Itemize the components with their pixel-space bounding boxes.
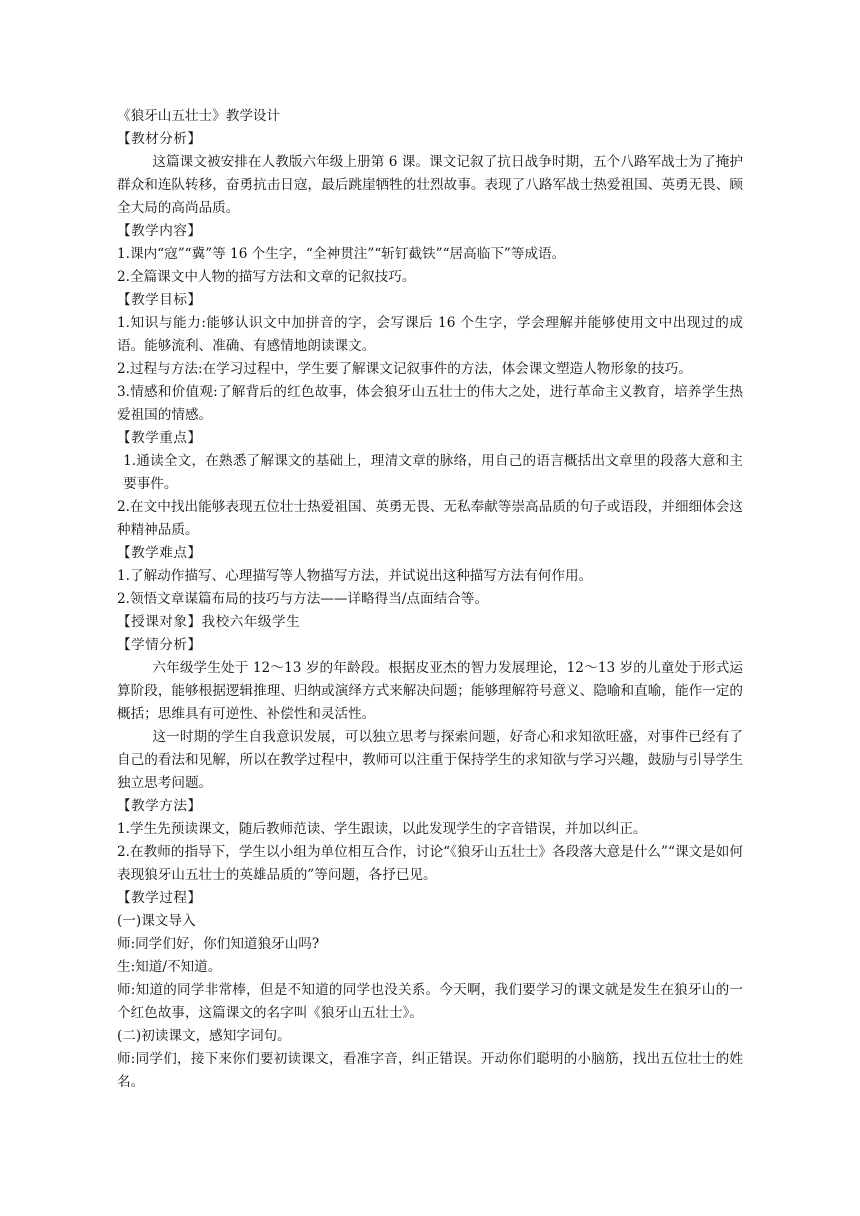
goal-item-3: 3.情感和价值观:了解背后的红色故事，体会狼牙山五壮士的伟大之处，进行革命主义教育，培养学生热爱祖国的情感。 (117, 384, 743, 423)
document-page (117, 105, 743, 1094)
process-line-3: 生:知道/不知道。 (117, 959, 222, 975)
heading-target-students: 【授课对象】我校六年级学生 (117, 614, 301, 630)
heading-teaching-process: 【教学过程】 (117, 890, 202, 906)
learner-paragraph-2: 这一时期的学生自我意识发展，可以独立思考与探索问题，好奇心和求知欲旺盛，对事件已经有了自己的看法和见解，所以在教学过程中，教师可以注重于保持学生的求知欲与学习兴趣，鼓励与引导学生独立思考问题。 (117, 729, 743, 791)
goal-item-2: 2.过程与方法:在学习过程中，学生要了解课文记叙事件的方法，体会课文塑造人物形象的技巧。 (117, 361, 692, 377)
heading-key-points: 【教学重点】 (117, 430, 202, 446)
heading-learner-analysis: 【学情分析】 (117, 637, 202, 653)
content-item-1: 1.课内“寇”“冀”等 16 个生字，“全神贯注”“斩钉截铁”“居高临下”等成语。 (117, 246, 566, 262)
content-item-2: 2.全篇课文中人物的描写方法和文章的记叙技巧。 (117, 269, 416, 285)
difficulty-item-2: 2.领悟文章谋篇布局的技巧与方法——详略得当/点面结合等。 (117, 591, 488, 607)
process-line-4: 师:知道的同学非常棒，但是不知道的同学也没关系。今天啊，我们要学习的课文就是发生在狼牙山的一个红色故事，这篇课文的名字叫《狼牙山五壮士》。 (117, 982, 743, 1021)
heading-teaching-goals: 【教学目标】 (117, 292, 202, 308)
method-item-1: 1.学生先预读课文，随后教师范读、学生跟读，以此发现学生的字音错误，并加以纠正。 (117, 821, 647, 837)
document-title: 《狼牙山五壮士》教学设计 (117, 108, 281, 124)
method-item-2: 2.在教师的指导下，学生以小组为单位相互合作，讨论“《狼牙山五壮士》各段落大意是什么”“课文是如何表现狼牙山五壮士的英雄品质的”等问题，各抒已见。 (117, 844, 743, 883)
heading-difficulties: 【教学难点】 (117, 545, 202, 561)
heading-teaching-content: 【教学内容】 (117, 223, 202, 239)
process-line-1: (一)课文导入 (117, 913, 196, 929)
heading-teaching-methods: 【教学方法】 (117, 798, 202, 814)
process-line-5: (二)初读课文，感知字词句。 (117, 1028, 291, 1044)
difficulty-item-1: 1.了解动作描写、心理描写等人物描写方法，并试说出这种描写方法有何作用。 (117, 568, 593, 584)
learner-paragraph-1: 六年级学生处于 12～13 岁的年龄段。根据皮亚杰的智力发展理论，12～13 岁的儿童处于形式运算阶段，能够根据逻辑推理、归纳或演绎方式来解决问题；能够理解符号意义、隐喻和直喻，能作一定的概括；思维具有可逆性、补偿性和灵活性。 (117, 660, 743, 722)
process-line-6: 师:同学们，接下来你们要初读课文，看准字音，纠正错误。开动你们聪明的小脑筋，找出五位壮士的姓名。 (117, 1051, 743, 1090)
goal-item-1: 1.知识与能力:能够认识文中加拼音的字，会写课后 16 个生字，学会理解并能够使用文中出现过的成语。能够流利、准确、有感情地朗读课文。 (117, 315, 743, 354)
key-item-1: 1.通读全文，在熟悉了解课文的基础上，理清文章的脉络，用自己的语言概括出文章里的段落大意和主要事件。 (123, 453, 743, 492)
key-item-2: 2.在文中找出能够表现五位壮士热爱祖国、英勇无畏、无私奉献等崇高品质的句子或语段，并细细体会这种精神品质。 (117, 499, 743, 538)
process-line-2: 师:同学们好，你们知道狼牙山吗? (117, 936, 320, 952)
heading-material-analysis: 【教材分析】 (117, 131, 202, 147)
material-paragraph: 这篇课文被安排在人教版六年级上册第 6 课。课文记叙了抗日战争时期，五个八路军战士为了掩护群众和连队转移，奋勇抗击日寇，最后跳崖牺牲的壮烈故事。表现了八路军战士热爱祖国、英勇无畏、顾全大局的高尚品质。 (117, 154, 743, 216)
